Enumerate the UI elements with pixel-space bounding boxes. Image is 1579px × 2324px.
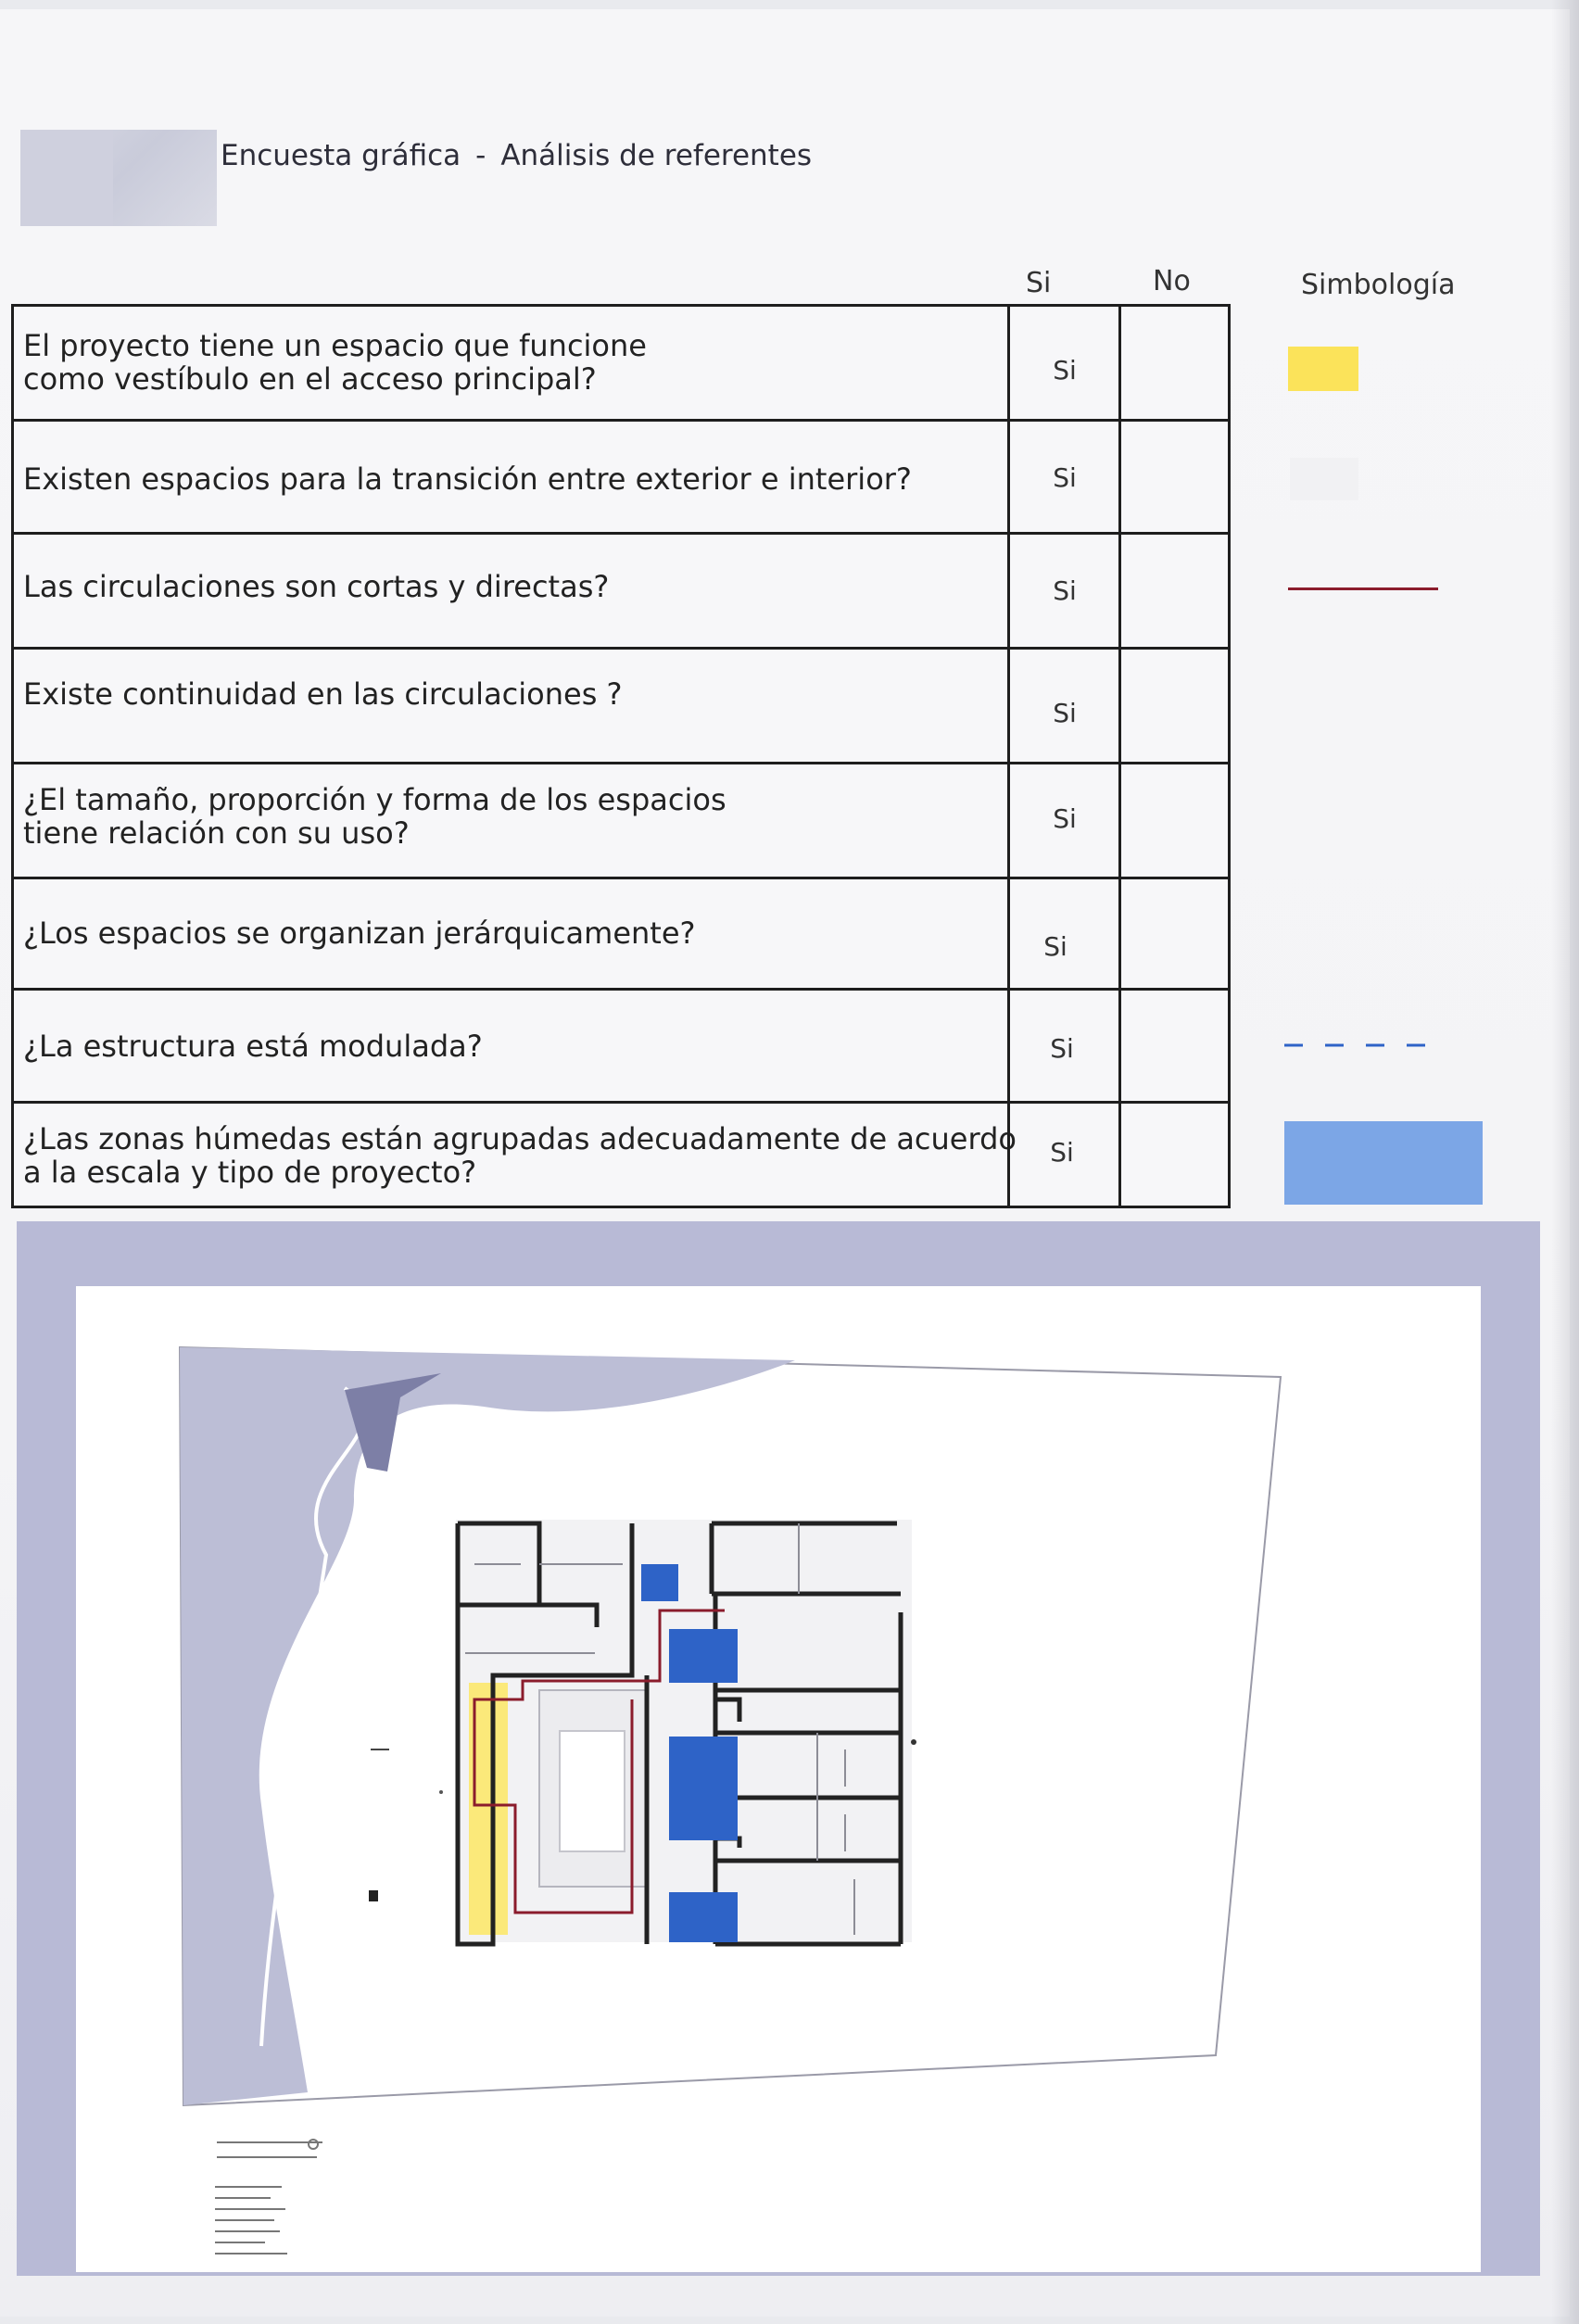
- subtitle-label: Análisis de referentes: [500, 139, 813, 172]
- page-title: [221, 139, 812, 172]
- floor-plan-drawing: [76, 1286, 1481, 2272]
- vestibule-yellow-swatch: [1288, 347, 1358, 391]
- survey-table: [11, 304, 1231, 1208]
- question-text: ¿La estructura está modulada?: [23, 1029, 483, 1064]
- page-edge-shadow: [1551, 0, 1579, 2324]
- answer-si: Si: [1050, 1033, 1074, 1064]
- question-text: ¿El tamaño, proporción y forma de los espacios tiene relación con su uso?: [23, 782, 726, 851]
- table-row: [14, 991, 1228, 1104]
- table-row: [14, 650, 1228, 764]
- question-text: Existen espacios para la transición entre exterior e interior?: [23, 461, 912, 497]
- plan-title-block: [215, 2140, 322, 2254]
- transition-white-swatch: [1290, 458, 1358, 500]
- logo-block: [20, 130, 217, 226]
- answer-si: Si: [1053, 803, 1077, 834]
- answer-si: Si: [1050, 1137, 1074, 1168]
- structure-dashed-line: [1282, 1040, 1440, 1051]
- table-row: [14, 422, 1228, 535]
- table-row: [14, 879, 1228, 991]
- table-row: [14, 535, 1228, 650]
- table-row: [14, 1104, 1228, 1211]
- column-header-symbology: Simbología: [1301, 269, 1456, 301]
- circulation-red-line: [1288, 587, 1438, 590]
- question-text: ¿Las zonas húmedas están agrupadas adecuadamente de acuerdo a la escala y tipo de proyecto?: [23, 1121, 1017, 1190]
- question-text: Las circulaciones son cortas y directas?: [23, 569, 610, 604]
- column-header-si: Si: [1026, 267, 1052, 299]
- table-row: [14, 307, 1228, 422]
- table-row: [14, 764, 1228, 879]
- wet-zone-blue-swatch: [1284, 1121, 1483, 1205]
- answer-si: Si: [1053, 462, 1077, 493]
- answer-si: Si: [1043, 931, 1067, 962]
- question-text: El proyecto tiene un espacio que funcione como vestíbulo en el acceso principal?: [23, 328, 647, 397]
- question-text: ¿Los espacios se organizan jerárquicamente?: [23, 916, 696, 951]
- title-label: Encuesta gráfica: [221, 139, 461, 172]
- answer-si: Si: [1053, 575, 1077, 606]
- column-header-no: No: [1153, 265, 1191, 297]
- title-separator: -: [475, 139, 486, 172]
- answer-si: Si: [1053, 698, 1077, 728]
- question-text: Existe continuidad en las circulaciones ?: [23, 676, 623, 712]
- answer-si: Si: [1053, 355, 1077, 385]
